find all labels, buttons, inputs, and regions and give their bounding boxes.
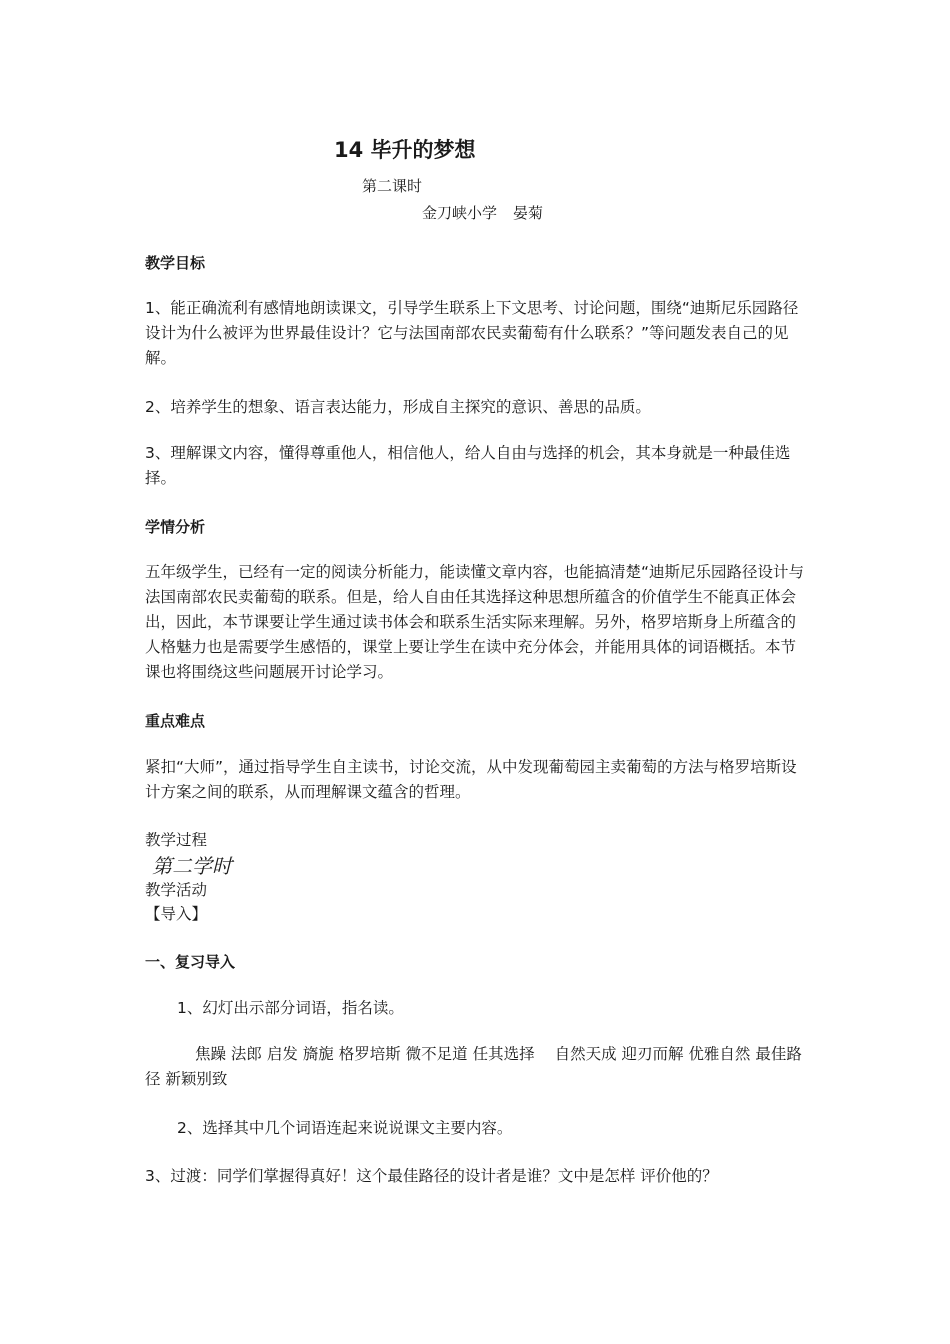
teacher-name: 晏菊 — [513, 204, 544, 222]
school-name: 金刀峡小学 — [422, 204, 498, 222]
analysis-text: 五年级学生，已经有一定的阅读分析能力，能读懂文章内容，也能搞清楚“迪斯尼乐园路径设计与法国南部农民卖葡萄的联系。但是，给人自由任其选择这种思想所蕴含的价值学生不能真正体会出，因此，本节课要让学生通过读书体会和联系生活实际来理解。另外，格罗培斯身上所蕴含的人格魅力也是需要学生感悟的，课堂上要让学生在读中充分体会，并能用具体的词语概括。本节课也将围绕这些问题展开讨论学习。 — [145, 563, 805, 681]
objective-item-2: 2、培养学生的想象、语言表达能力，形成自主探究的意识、善思的品质。 — [145, 398, 651, 416]
vocabulary-part-1: 焦躁 法郎 启发 旖旎 格罗培斯 微不足道 任其选择 — [195, 1045, 535, 1063]
objective-item-3: 3、理解课文内容，懂得尊重他人，相信他人，给人自由与选择的机会，其本身就是一种最佳选择。 — [145, 444, 791, 487]
objectives-heading: 教学目标 — [145, 254, 206, 272]
vocabulary-part-2: 自然天成 迎刃而解 优雅自然 最佳路径 新颖别致 — [145, 1045, 802, 1088]
intro-label: 【导入】 — [145, 905, 208, 923]
objective-item-1: 1、能正确流利有感情地朗读课文，引导学生联系上下文思考、讨论问题，围绕“迪斯尼乐园路径设计为什么被评为世界最佳设计？它与法国南部农民卖葡萄有什么联系？”等问题发表自己的见解。 — [145, 299, 799, 367]
vocabulary-list — [145, 1042, 810, 1092]
period-label: 第二学时 — [152, 854, 232, 878]
step-1: 1、幻灯出示部分词语，指名读。 — [177, 999, 404, 1017]
keypoints-text: 紧扣“大师”，通过指导学生自主读书，讨论交流，从中发现葡萄园主卖葡萄的方法与格罗培斯设计方案之间的联系，从而理解课文蕴含的哲理。 — [145, 758, 797, 801]
activity-label: 教学活动 — [145, 881, 208, 899]
document-title: 14 毕升的梦想 — [334, 138, 476, 162]
author-line — [422, 202, 543, 223]
process-label: 教学过程 — [145, 831, 208, 849]
keypoints-heading: 重点难点 — [145, 712, 206, 730]
lesson-label: 第二课时 — [362, 177, 423, 195]
step-2: 2、选择其中几个词语连起来说说课文主要内容。 — [177, 1119, 513, 1137]
step-3: 3、过渡：同学们掌握得真好！这个最佳路径的设计者是谁？文中是怎样 评价他的？ — [145, 1167, 718, 1185]
section-review-heading: 一、复习导入 — [145, 953, 236, 971]
analysis-heading: 学情分析 — [145, 518, 206, 536]
